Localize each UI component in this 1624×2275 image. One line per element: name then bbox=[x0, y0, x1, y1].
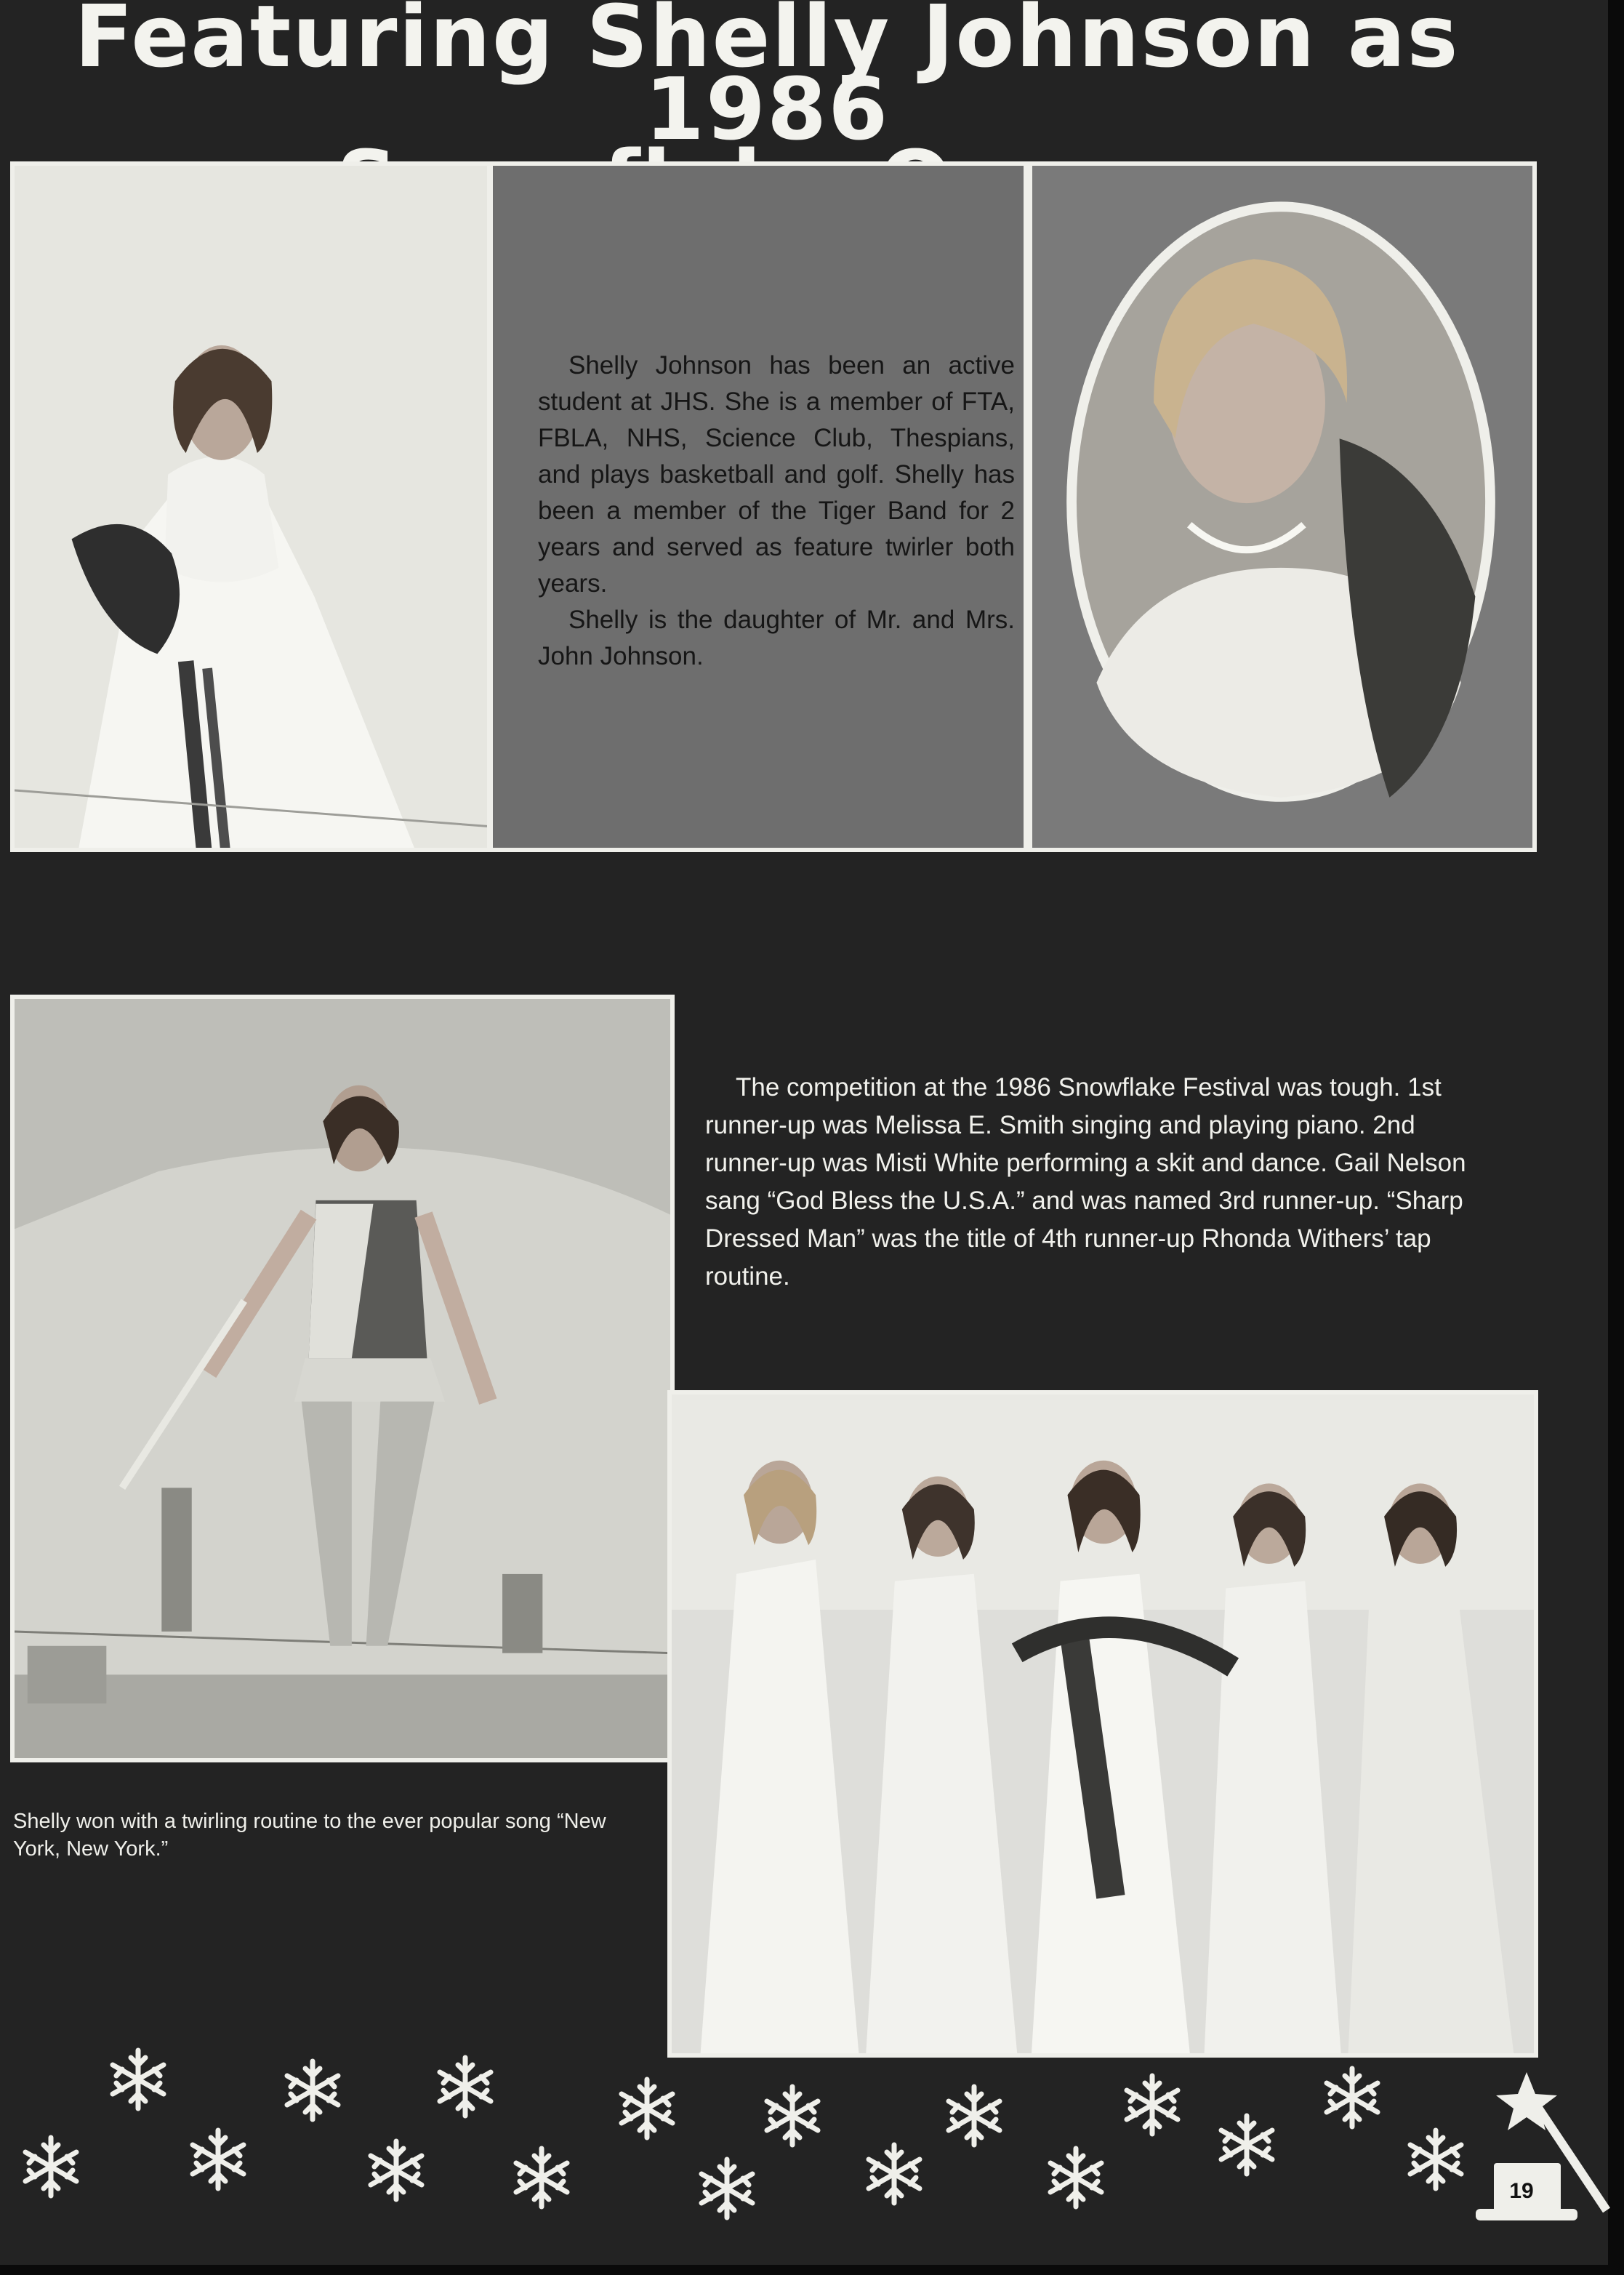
snowflake-icon bbox=[25, 2138, 76, 2196]
photo-twirling-routine bbox=[10, 995, 675, 1762]
twirling-illustration bbox=[15, 999, 670, 1758]
photo-oval-portrait bbox=[1028, 161, 1537, 852]
title-line-1: Featuring Shelly Johnson as 1986 bbox=[74, 0, 1460, 159]
snowflake-icon bbox=[1221, 2116, 1272, 2174]
snowflake-icon bbox=[1050, 2148, 1101, 2207]
snowflake-icon bbox=[371, 2141, 422, 2199]
snowflake-icon bbox=[949, 2087, 1000, 2145]
snowflake-icon bbox=[622, 2079, 672, 2138]
snowflake-icon bbox=[869, 2145, 920, 2203]
page-number: 19 bbox=[1509, 2179, 1534, 2203]
contestants-illustration bbox=[672, 1395, 1534, 2053]
bio-paragraph-2: Shelly is the daughter of Mr. and Mrs. John Johnson. bbox=[538, 606, 1015, 670]
snowflake-border bbox=[0, 2021, 1624, 2268]
competition-text: The competition at the 1986 Snowflake Festival was tough. 1st runner-up was Melissa E. Smith singing and playing piano. 2nd runner-up was Misti White performing a skit and dance. Gail Nelson sang “God Bless the U.S.A.” and was named 3rd runner-up. “Sharp Dressed Man” was the title of 4th runner-up Rhonda Withers’ tap routine. bbox=[705, 1073, 1466, 1291]
snowflake-icon bbox=[1127, 2076, 1178, 2134]
snowflake-icon bbox=[516, 2148, 567, 2207]
bio-paragraph-1: Shelly Johnson has been an active student at JHS. She is a member of FTA, FBLA, NHS, Science Club, Thespians, and plays basketball and golf. Shelly has been a member of the Tiger Band for 2 years and served as feature twirler both years. bbox=[538, 351, 1015, 598]
photo-contestants bbox=[667, 1390, 1538, 2058]
portrait-illustration bbox=[1032, 166, 1532, 848]
snowflake-icon bbox=[287, 2061, 338, 2119]
snowflake-icon bbox=[113, 2050, 164, 2109]
photo-queen-gown bbox=[10, 161, 491, 852]
snowflake-icon bbox=[1410, 2130, 1461, 2188]
snowflake-icon bbox=[440, 2058, 491, 2116]
photo-caption: Shelly won with a twirling routine to the ever popular song “New York, New York.” bbox=[13, 1810, 606, 1861]
snowflake-icon bbox=[767, 2087, 818, 2145]
gown-photo-illustration bbox=[15, 166, 487, 848]
snowflake-icon bbox=[702, 2159, 752, 2218]
bio-text bbox=[538, 348, 1015, 675]
snowflake-icon bbox=[193, 2130, 244, 2188]
snowflake-icon bbox=[1327, 2069, 1378, 2127]
